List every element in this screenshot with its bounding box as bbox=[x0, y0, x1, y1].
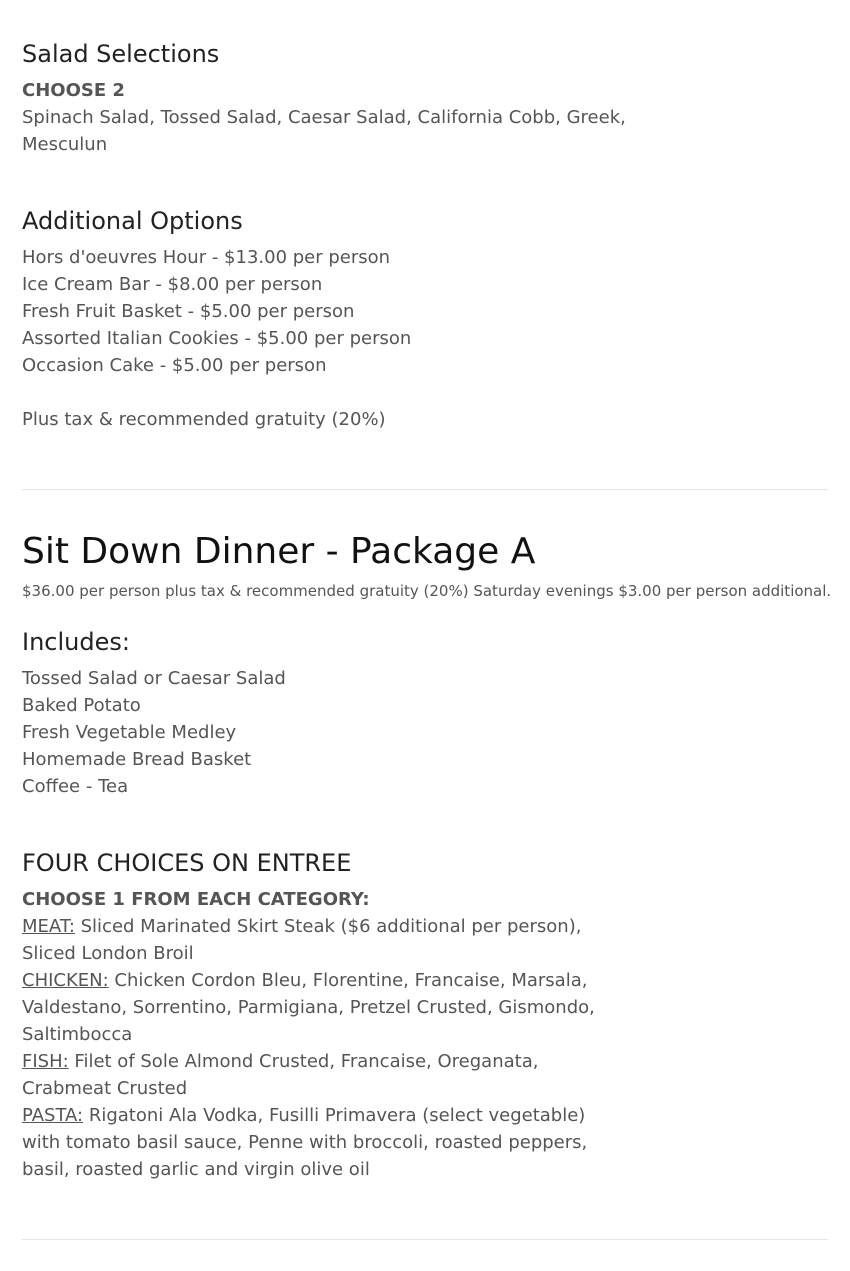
entree-category-meat bbox=[22, 913, 622, 967]
package-price-line: $36.00 per person plus tax & recommended gratuity (20%) Saturday evenings $3.00 per person additional. bbox=[22, 582, 832, 600]
additional-option-item: Assorted Italian Cookies - $5.00 per person bbox=[22, 328, 412, 349]
entree-category-chicken bbox=[22, 967, 622, 1048]
includes-heading: Includes: bbox=[22, 628, 130, 656]
category-options: Rigatoni Ala Vodka, Fusilli Primavera (select vegetable) with tomato basil sauce, Penne with broccoli, roasted peppers, basil, roasted garlic and virgin olive oil bbox=[22, 1105, 588, 1180]
section-divider bbox=[22, 489, 828, 490]
entree-heading: FOUR CHOICES ON ENTREE bbox=[22, 849, 352, 877]
salad-choose-label: CHOOSE 2 bbox=[22, 80, 125, 101]
additional-option-item: Hors d'oeuvres Hour - $13.00 per person bbox=[22, 247, 391, 268]
category-label: CHICKEN: bbox=[22, 970, 109, 991]
additional-options-heading: Additional Options bbox=[22, 207, 243, 235]
entree-choose-label: CHOOSE 1 FROM EACH CATEGORY: bbox=[22, 889, 370, 910]
includes-item: Baked Potato bbox=[22, 695, 141, 716]
salad-heading: Salad Selections bbox=[22, 40, 220, 68]
additional-option-item: Ice Cream Bar - $8.00 per person bbox=[22, 274, 323, 295]
category-options: Sliced Marinated Skirt Steak ($6 additional per person), Sliced London Broil bbox=[22, 916, 582, 964]
salad-options-line-2: Mesculun bbox=[22, 134, 108, 155]
category-label: MEAT: bbox=[22, 916, 75, 937]
additional-option-item: Occasion Cake - $5.00 per person bbox=[22, 355, 327, 376]
package-title: Sit Down Dinner - Package A bbox=[22, 531, 536, 572]
includes-item: Tossed Salad or Caesar Salad bbox=[22, 668, 286, 689]
includes-item: Fresh Vegetable Medley bbox=[22, 722, 237, 743]
entree-category-pasta bbox=[22, 1102, 622, 1183]
category-options: Chicken Cordon Bleu, Florentine, Francaise, Marsala, Valdestano, Sorrentino, Parmigiana, Pretzel Crusted, Gismondo, Saltimbocca bbox=[22, 970, 595, 1045]
category-label: PASTA: bbox=[22, 1105, 84, 1126]
entree-category-fish bbox=[22, 1048, 622, 1102]
includes-item: Homemade Bread Basket bbox=[22, 749, 252, 770]
section-divider bbox=[22, 1239, 828, 1240]
category-label: FISH: bbox=[22, 1051, 69, 1072]
tax-gratuity-note: Plus tax & recommended gratuity (20%) bbox=[22, 409, 386, 430]
salad-options-line-1: Spinach Salad, Tossed Salad, Caesar Salad, California Cobb, Greek, bbox=[22, 107, 626, 128]
additional-option-item: Fresh Fruit Basket - $5.00 per person bbox=[22, 301, 355, 322]
category-options: Filet of Sole Almond Crusted, Francaise, Oreganata, Crabmeat Crusted bbox=[22, 1051, 539, 1099]
includes-item: Coffee - Tea bbox=[22, 776, 129, 797]
